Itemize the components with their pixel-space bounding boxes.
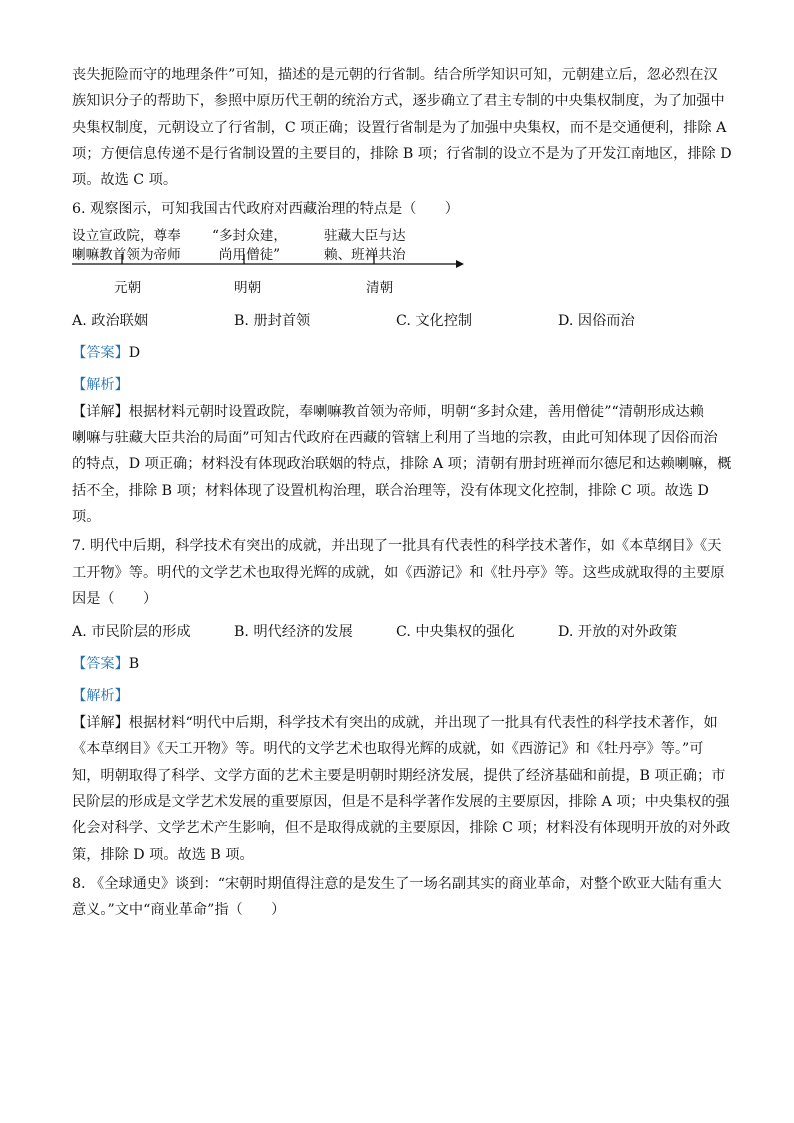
text-line: 项；方便信息传递不是行省制设置的主要目的，排除 B 项；行省制的设立不是为了开发江南地区，排除 D: [72, 145, 732, 162]
text-line: 项。: [72, 508, 101, 525]
option-a: A. 市民阶层的形成: [72, 624, 191, 641]
option-b: B. 册封首领: [234, 312, 311, 329]
answer-label: 【答案】: [72, 344, 129, 361]
arrow-head-icon: [456, 260, 464, 268]
option-d: D. 因俗而治: [558, 312, 635, 329]
dynasty-label: 元朝: [114, 279, 142, 296]
intro-paragraph: [72, 62, 732, 193]
analysis-q7: [72, 682, 724, 710]
text-line: [72, 710, 724, 736]
option-b: B. 明代经济的发展: [234, 624, 353, 641]
detail-text: 根据材料元朝时设置政院，奉喇嘛教首领为帝师，明朝“多封众建，善用僧徒”“清朝形成达赖: [128, 403, 704, 420]
detail-label: 【详解】: [72, 403, 129, 420]
analysis-q6: [72, 371, 724, 399]
answer-value: D: [128, 344, 141, 361]
text-line: 民阶层的形成是文学艺术发展的重要原因，但是不是科学著作发展的主要原因，排除 A 项；中央集权的强: [72, 794, 730, 811]
analysis-label: 【解析】: [72, 688, 129, 705]
event-text: 喇嘛教首领为帝师: [72, 246, 181, 263]
event-text: 尚用僧徒”: [218, 246, 281, 263]
text-line: 化会对科学、文学艺术产生影响，但不是取得成就的主要原因，排除 C 项；材料没有体现明开放的对外政: [72, 820, 731, 837]
question-stem: 6. 观察图示，可知我国古代政府对西藏治理的特点是（ ）: [72, 201, 459, 218]
event-text: 驻藏大臣与达: [324, 227, 406, 244]
answer-value: B: [128, 656, 140, 673]
answer-q7: [72, 650, 724, 678]
answer-label: 【答案】: [72, 656, 129, 673]
text-line: 《本草纲目》《天工开物》等。明代的文学艺术也取得光辉的成就，如《西游记》和《牡丹亭》等。”可: [72, 741, 704, 758]
text-line: 知，明朝取得了科学、文学方面的艺术主要是明朝时期经济发展，提供了经济基础和前提，B 项正确；市: [72, 767, 726, 784]
event-text: 设立宣政院，尊奉: [72, 227, 181, 244]
question-stem: 工开物》等。明代的文学艺术也取得光辉的成就，如《西游记》和《牡丹亭》等。这些成就取得的主要原: [72, 564, 725, 581]
event-text: 赖、班禅共治: [324, 246, 406, 263]
analysis-label: 【解析】: [72, 376, 129, 393]
text-line: 括不全，排除 B 项；材料体现了设置机构治理，联合治理等，没有体现文化控制，排除 C 项。故选 D: [72, 482, 709, 499]
text-line: 项。故选 C 项。: [72, 172, 178, 189]
text-line: 族知识分子的帮助下，参照中原历代王朝的统治方式，逐步确立了君主专制的中央集权制度，为了加强中: [72, 93, 725, 110]
text-line: 丧失扼险而守的地理条件”可知，描述的是元朝的行省制。结合所学知识可知，元朝建立后，忽必烈在汉: [72, 67, 718, 83]
question-stem: 7. 明代中后期，科学技术有突出的成就，并出现了一批具有代表性的科学技术著作，如《本草纲目》《天: [72, 538, 722, 555]
detail-label: 【详解】: [72, 715, 129, 732]
option-d: D. 开放的对外政策: [558, 624, 678, 641]
document-page: [72, 62, 732, 924]
dynasty-label: 明朝: [234, 279, 262, 296]
text-line: 央集权制度，元朝设立了行省制，C 项正确；设置行省制是为了加强中央集权，而不是交通便利，排除 A: [72, 119, 727, 136]
question-6: [72, 196, 724, 222]
question-stem: 意义。”文中“商业革命”指（ ）: [72, 902, 286, 919]
detail-q7: [72, 710, 731, 868]
question-8: [72, 871, 724, 924]
text-line: [72, 399, 724, 425]
detail-text: 根据材料“明代中后期，科学技术有突出的成就，并出现了一批具有代表性的科学技术著作，如: [128, 715, 718, 732]
question-7: [72, 533, 724, 612]
option-c: C. 文化控制: [396, 312, 473, 329]
event-text: “多封众建，: [212, 227, 287, 244]
answer-q6: [72, 339, 724, 367]
options-q6: [72, 305, 724, 335]
text-line: 策，排除 D 项。故选 B 项。: [72, 846, 254, 863]
option-c: C. 中央集权的强化: [396, 624, 515, 641]
text-line: 喇嘛与驻藏大臣共治的局面”可知古代政府在西藏的管辖上利用了当地的宗教，由此可知体现了因俗而治: [72, 430, 718, 447]
options-q7: [72, 616, 724, 646]
question-stem: 8. 《全球通史》谈到：“宋朝时期值得注意的是发生了一场名副其实的商业革命，对整个欧亚大陆有重大: [72, 875, 722, 892]
option-a: A. 政治联姻: [72, 312, 149, 329]
question-stem: 因是（ ）: [72, 590, 158, 607]
text-line: 的特点，D 项正确；材料没有体现政治联姻的特点，排除 A 项；清朝有册封班禅而尔德尼和达赖喇嘛，概: [72, 456, 732, 473]
detail-q6: [72, 399, 732, 530]
tibet-governance-timeline: [72, 227, 724, 301]
dynasty-label: 清朝: [366, 279, 394, 296]
